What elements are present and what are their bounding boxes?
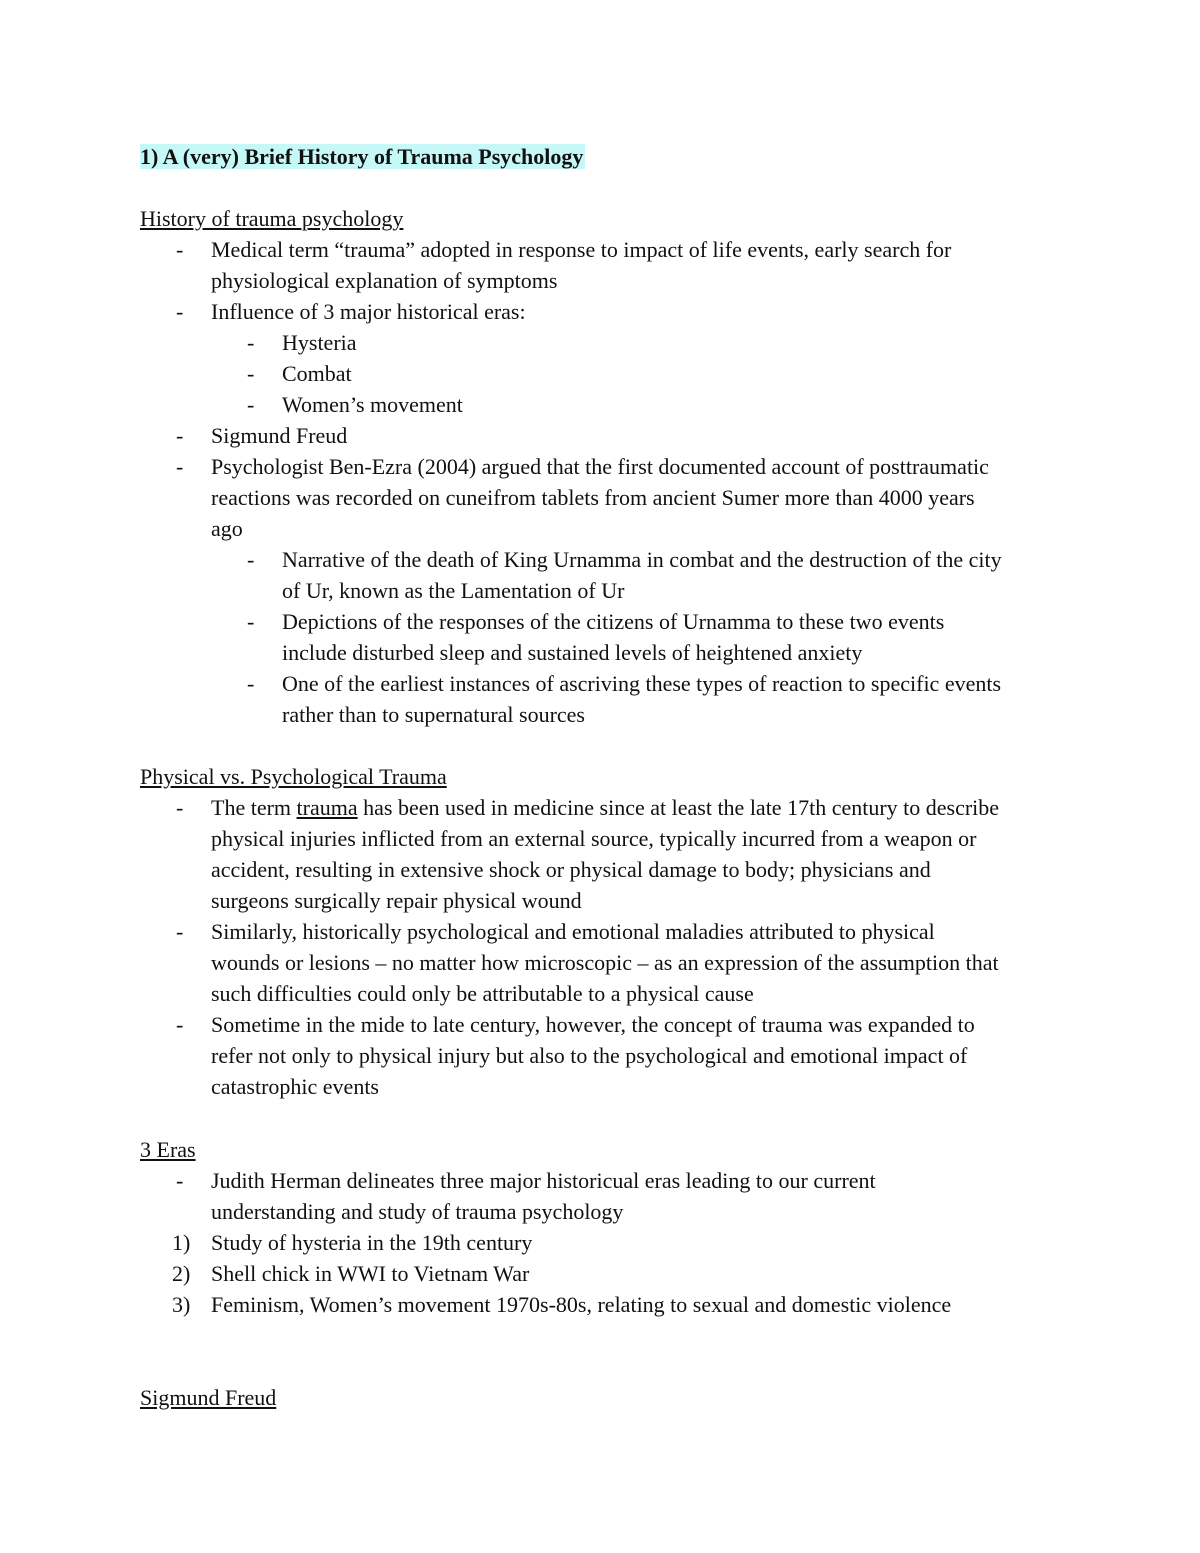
bullet-text-continued: accident, resulting in extensive shock or physical damage to body; physicians and [211, 857, 931, 882]
list-number: 3) [172, 1292, 191, 1317]
sub-bullet-marker: - [247, 609, 255, 634]
bullet-text-continued: catastrophic events [211, 1074, 379, 1099]
bullet-marker: - [176, 1012, 184, 1037]
bullet-text: Psychologist Ben-Ezra (2004) argued that the first documented account of posttraumatic [211, 454, 989, 479]
numbered-item: Feminism, Women’s movement 1970s-80s, relating to sexual and domestic violence [211, 1292, 952, 1317]
sub-bullet-text: One of the earliest instances of ascriving these types of reaction to specific events [282, 671, 1002, 696]
list-number: 2) [172, 1261, 191, 1286]
sub-bullet-text-continued: of Ur, known as the Lamentation of Ur [282, 578, 625, 603]
bullet-marker: - [176, 423, 184, 448]
bullet-text-continued: reactions was recorded on cuneifrom tablets from ancient Sumer more than 4000 years [211, 485, 975, 510]
bullet-text-continued: refer not only to physical injury but also to the psychological and emotional impact of [211, 1043, 968, 1068]
document-title [140, 141, 585, 172]
bullet-text: Influence of 3 major historical eras: [211, 299, 526, 324]
bullet-text-continued: physiological explanation of symptoms [211, 268, 558, 293]
bullet-text: Judith Herman delineates three major historicual eras leading to our current [211, 1168, 876, 1193]
sub-bullet-text: Depictions of the responses of the citizens of Urnamma to these two events [282, 609, 945, 634]
list-number: 1) [172, 1230, 191, 1255]
bullet-marker: - [176, 795, 184, 820]
sub-bullet-text: Hysteria [282, 330, 357, 355]
sub-bullet-text: Narrative of the death of King Urnamma in combat and the destruction of the city [282, 547, 1002, 572]
title-highlight: 1) A (very) Brief History of Trauma Psychology [140, 144, 584, 169]
bullet-text-continued: physical injuries inflicted from an external source, typically incurred from a weapon or [211, 826, 977, 851]
bullet-text-continued: wounds or lesions – no matter how microscopic – as an expression of the assumption that [211, 950, 999, 975]
section-heading-history: History of trauma psychology [140, 206, 404, 231]
bullet-text: Medical term “trauma” adopted in response to impact of life events, early search for [211, 237, 952, 262]
bullet-text: Sigmund Freud [211, 423, 348, 448]
sub-bullet-marker: - [247, 330, 255, 355]
text-run: The term [211, 795, 297, 820]
bullet-marker: - [176, 299, 184, 324]
sub-bullet-marker: - [247, 547, 255, 572]
numbered-item: Study of hysteria in the 19th century [211, 1230, 533, 1255]
bullet-text-continued: understanding and study of trauma psychology [211, 1199, 624, 1224]
bullet-marker: - [176, 237, 184, 262]
text-run: has been used in medicine since at least the late 17th century to describe [357, 795, 1000, 820]
bullet-marker: - [176, 454, 184, 479]
section-heading-physical: Physical vs. Psychological Trauma [140, 764, 447, 789]
bullet-marker: - [176, 919, 184, 944]
sub-bullet-text-continued: include disturbed sleep and sustained levels of heightened anxiety [282, 640, 863, 665]
bullet-text: Sometime in the mide to late century, however, the concept of trauma was expanded to [211, 1012, 975, 1037]
sub-bullet-text-continued: rather than to supernatural sources [282, 702, 585, 727]
bullet-text [211, 792, 999, 823]
section-heading-eras: 3 Eras [140, 1137, 196, 1162]
bullet-text-continued: surgeons surgically repair physical wound [211, 888, 582, 913]
bullet-text: Similarly, historically psychological and emotional maladies attributed to physical [211, 919, 935, 944]
sub-bullet-marker: - [247, 392, 255, 417]
numbered-item: Shell chick in WWI to Vietnam War [211, 1261, 530, 1286]
sub-bullet-marker: - [247, 361, 255, 386]
bullet-marker: - [176, 1168, 184, 1193]
sub-bullet-text: Combat [282, 361, 352, 386]
bullet-text-continued: such difficulties could only be attributable to a physical cause [211, 981, 754, 1006]
underlined-term: trauma [296, 795, 358, 820]
sub-bullet-text: Women’s movement [282, 392, 463, 417]
bullet-text-continued: ago [211, 516, 243, 541]
sub-bullet-marker: - [247, 671, 255, 696]
section-heading-freud: Sigmund Freud [140, 1385, 277, 1410]
